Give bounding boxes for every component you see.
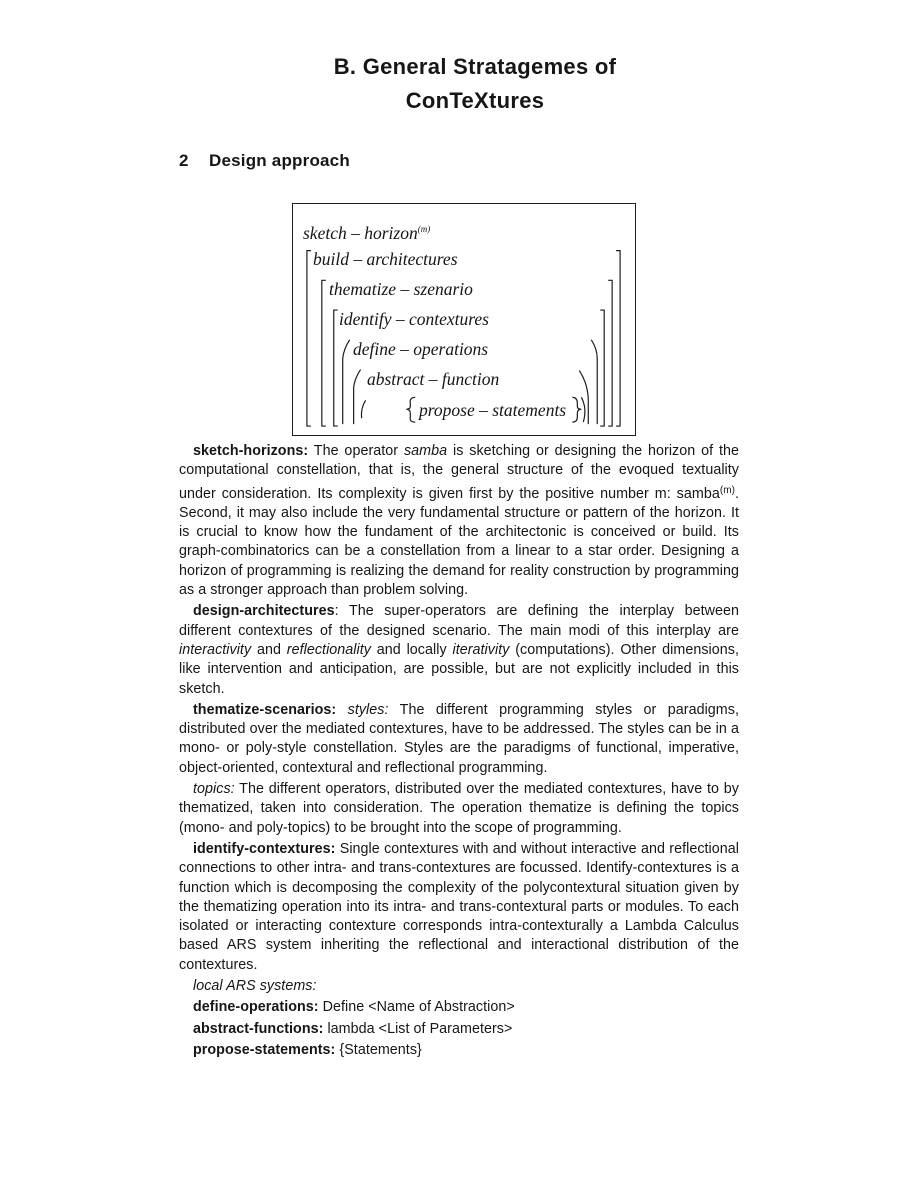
term-design-architectures: design-architectures [193,603,335,620]
diagram-line-propose: propose – statements [419,400,567,420]
bracket-left-build [307,251,311,426]
bracket-left-identify [334,310,338,426]
diagram-line-sketch: sketch – horizon$^{(m)}$ [303,223,431,243]
paren-right-inner [581,397,585,422]
section-heading [179,151,350,171]
section-heading-text: Design approach [209,151,350,170]
paren-right-abstract [579,371,588,425]
diagram-line-define: define – operations [353,339,489,359]
title-line-2: ConTeXtures [405,88,545,113]
paren-right-define [591,340,597,424]
bracket-left-thematize [322,280,326,426]
item-define-operations: define-operations: Define <Name of Abstraction> [193,999,515,1016]
term-thematize-scenarios: thematize-scenarios: [193,701,337,718]
paragraph-topics: topics: The different operators, distributed over the mediated contextures, have to by thematized, taken into consideration. The operation thematize is defining the topics (mono- and poly-topics) to be brought into the scope of programming. [179,781,739,836]
bracket-right-thematize [608,280,612,426]
term-sketch-horizons: sketch-horizons: [193,443,309,459]
term-topics: topics: [193,781,235,798]
page-title [200,50,750,118]
title-line-1: B. General Stratagemes of [333,54,617,79]
diagram-line-thematize: thematize – szenario [329,279,473,299]
brace-right-propose [572,397,581,422]
bracket-right-build [616,251,620,426]
item-propose-statements: propose-statements: {Statements} [193,1041,422,1058]
diagram-line-build: build – architectures [313,249,458,269]
brace-left-propose [406,397,415,422]
diagram-line-identify: identify – contextures [339,309,489,329]
term-identify-contextures: identify-contextures: [193,840,336,857]
paragraph-identify-contextures: identify-contextures: Single contextures with and without interactive and reflectional connections to other intra- and trans-contextures are focussed. Identify-contextures is a function which is decomposing the complexity of the polycontextural situation given by the thematizing operation into its intra- and trans-contextural parts or modules. To each isolated or interacting contexture corresponds intra-contexturally a Lambda Calculus based ARS system inheriting the reflectional and interactional distribution of the contextures. [179,840,739,973]
paragraph-sketch-horizons: sketch-horizons: The operator samba is sketching or designing the horizon of the computational constellation, that is, the general structure of the evoqued textuality under consideration. Its complexity is given first by the positive number m: samba$^{(m)}$. Second, it may also include the very fundamental structure or pattern of the horizon. It is crucial to know how the fundament of the architectonic is conceived or build. Its graph-combinatorics can be a constellation from a linear to a star order. Designing a horizon of programming is realizing the demand for reality construction by programming as a stronger approach than problem solving. [179,443,740,599]
design-approach-diagram [292,203,636,436]
paren-left-inner [361,400,365,418]
paragraph-design-architectures: design-architectures: The super-operators are defining the interplay between different contextures of the designed scenario. The main modi of this interplay are interactivity and reflectionality and locally iterativity (computations). Other dimensions, like intervention and anticipation, are possible, but are not explicitly included in this sketch. [179,603,739,697]
body-text [179,442,739,1062]
item-abstract-functions: abstract-functions: lambda <List of Parameters> [193,1020,513,1037]
diagram-line-abstract: abstract – function [367,369,500,389]
label-local-ars-systems: local ARS systems: [193,978,317,995]
paren-left-abstract [354,370,361,425]
bracket-right-identify [600,310,604,426]
paren-left-define [343,340,350,424]
paragraph-thematize-scenarios: thematize-scenarios: styles: The different programming styles or paradigms, distributed over the mediated contextures, have to be addressed. The styles can be in a mono- or poly-style constellation. Styles are the paradigms of functional, imperative, object-oriented, contextural and reflectional programming. [179,701,739,776]
section-number: 2 [179,151,189,170]
